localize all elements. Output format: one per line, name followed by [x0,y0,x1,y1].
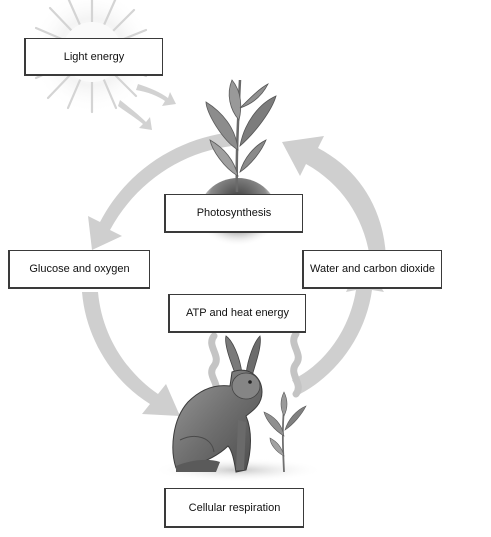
atp-and-heat-energy-label: ATP and heat energy [168,294,306,333]
water-and-carbon-dioxide-label: Water and carbon dioxide [302,250,442,289]
light-energy-label: Light energy [24,38,163,76]
cellular-respiration-label: Cellular respiration [164,488,304,528]
glucose-and-oxygen-label: Glucose and oxygen [8,250,150,289]
photosynthesis-label: Photosynthesis [164,194,303,233]
